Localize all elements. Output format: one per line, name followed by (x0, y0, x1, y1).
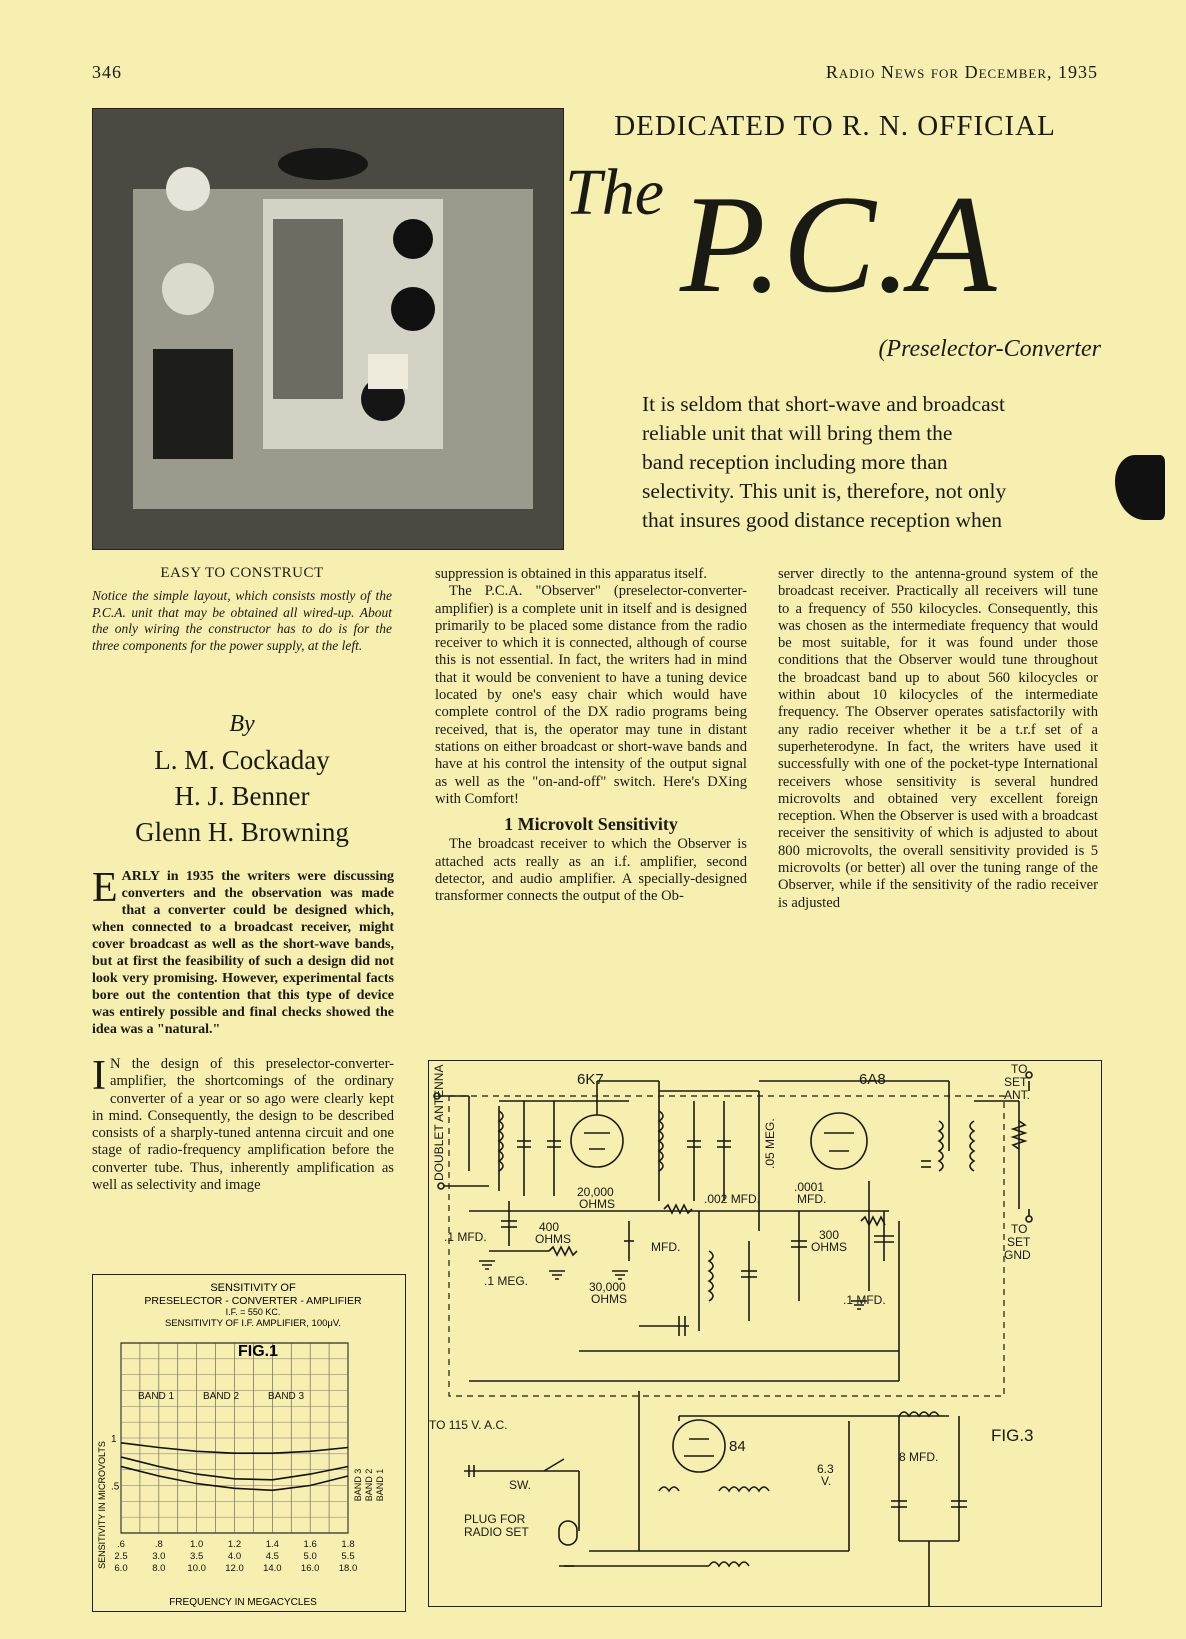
column2-p3: The broadcast receiver to which the Observer is attached acts really as an i.f. amplifier, second detector, and audio amplifier. A specially-designed transformer connects the output of the Ob- (435, 836, 747, 905)
column1-lead (92, 865, 394, 1038)
fig3-schematic (428, 1060, 1102, 1607)
fig3-to-set-gnd: SET (1007, 1235, 1031, 1249)
fig1-xtick-label: 1.4 (265, 1539, 279, 1550)
fig1-xtick-label: 1.6 (303, 1539, 317, 1550)
fig3-r20000: OHMS (579, 1197, 615, 1211)
unit-photo (92, 108, 564, 550)
fig1-xtick-label: 1.8 (341, 1539, 355, 1550)
byline (92, 706, 392, 850)
intro-line: reliable unit that will bring them the (642, 421, 953, 445)
fig3-c8mfd: 8 MFD. (899, 1450, 939, 1464)
fig1-title: I.F. = 550 KC. (225, 1307, 281, 1317)
fig3-r300: OHMS (811, 1240, 847, 1254)
fig1-title: SENSITIVITY OF (210, 1282, 296, 1294)
fig1-series-label: BAND 3 (268, 1391, 305, 1402)
fig3-plug: PLUG FOR (464, 1512, 526, 1526)
fig3-c002: .002 MFD. (704, 1192, 761, 1206)
fig3-115v: TO 115 V. A.C. (429, 1418, 508, 1432)
fig3-r300: 300 (819, 1228, 840, 1242)
column2-p2: The P.C.A. "Observer" (preselector-converter-amplifier) is a complete unit in itself and is designed primarily to be placed some distance from the radio receiver to which it is connected, although of course this is not essential. In fact, the writers had in mind that it would be convenient to have a tuning device located by one's easy chair which would have complete control of the DX radio programs being received, that is, the operator may tune in distant stations on either broadcast or short-wave bands and have at his control the intensity of the output signal as well as the "on-and-off" switch. Here's DXing with Comfort! (435, 583, 747, 807)
fig3-r05meg: .05 MEG. (763, 1118, 777, 1169)
fig3-c0001: MFD. (797, 1192, 827, 1206)
fig1-xticks (114, 1539, 357, 1574)
fig1-title: SENSITIVITY OF I.F. AMPLIFIER, 100μV. (164, 1318, 342, 1329)
fig1-xtick-label: .6 (117, 1539, 125, 1550)
column1-lead-text: ARLY in 1935 the writers were discussing converters and the observation was made that a converter could be designed which, when connected to a broadcast receiver, might cover broadcast as well as the short-wave bands, but at first the feasibility of such a design did not look very promising. However, experimental facts bore out the contention that this type of device was entirely possible and final checks showed the idea was a "natural." (92, 869, 394, 1037)
fig1-series-label: BAND 2 (203, 1391, 240, 1402)
photo-caption-heading: EASY TO CONSTRUCT (160, 565, 324, 581)
fig1-band-label: BAND 1 (375, 1468, 385, 1502)
fig3-plug: RADIO SET (464, 1525, 529, 1539)
fig3-tube-label: 84 (729, 1438, 746, 1455)
column3 (778, 566, 1098, 912)
fig3-c1mfd: .1 MFD. (843, 1293, 886, 1307)
fig1-xtick-label: 8.0 (152, 1563, 166, 1574)
fig1-xtick-label: 12.0 (225, 1563, 244, 1574)
fig3-v63: 6.3 (817, 1462, 834, 1476)
fig1-xtick-label: 4.5 (265, 1551, 279, 1562)
fig1-xtick-label: 18.0 (338, 1563, 358, 1574)
dropcap: E (92, 865, 118, 911)
fig1-band-label: BAND 3 (353, 1468, 363, 1502)
fig3-cmfd: MFD. (651, 1240, 681, 1254)
intro-line: selectivity. This unit is, therefore, not only (642, 479, 1007, 503)
fig1-label: FIG.1 (238, 1343, 279, 1360)
fig3-r30000: OHMS (591, 1292, 627, 1306)
author-name: L. M. Cockaday (154, 745, 330, 775)
intro-text (642, 390, 1097, 535)
fig1-xtick-label: 16.0 (300, 1563, 320, 1574)
fig1-chart (92, 1274, 406, 1612)
ink-blot (1115, 455, 1165, 520)
photo-caption-text: Notice the simple layout, which consists mostly of the P.C.A. unit that may be obtained all wired-up. About the only wiring the constructor has to do is for the three components for the power supply, at the left. (92, 588, 392, 653)
fig1-xtick-label: 2.5 (114, 1551, 128, 1562)
fig1-ytick-label: 1 (111, 1434, 117, 1445)
fig3-to-set-gnd: GND (1004, 1248, 1031, 1262)
fig1-title: PRESELECTOR - CONVERTER - AMPLIFIER (144, 1295, 362, 1307)
fig3-c0001: .0001 (794, 1180, 825, 1194)
fig3-to-set-ant: TO (1011, 1062, 1028, 1076)
fig1-side-labels (353, 1469, 385, 1502)
fig1-series-label: BAND 1 (138, 1391, 175, 1402)
column2-p1: suppression is obtained in this apparatus itself. (435, 566, 707, 582)
intro-line: that insures good distance reception when (642, 508, 1003, 532)
fig1-xtick-label: 3.0 (152, 1551, 166, 1562)
fig1-xtick-label: 10.0 (187, 1563, 206, 1574)
dropcap: I (92, 1053, 106, 1099)
subtitle: (Preselector-Converter (878, 336, 1101, 362)
fig3-r20000: 20,000 (577, 1185, 614, 1199)
author-name: H. J. Benner (174, 781, 310, 811)
fig1-ylabel: SENSITIVITY IN MICROVOLTS (97, 1441, 107, 1569)
fig1-xtick-label: .8 (154, 1539, 163, 1550)
fig3-v63: V. (821, 1474, 832, 1488)
page-number: 346 (92, 62, 122, 82)
fig3-c1mfd: .1 MFD. (444, 1230, 487, 1244)
fig3-r30000: 30,000 (589, 1280, 626, 1294)
title-main: P.C.A (680, 167, 997, 322)
fig3-doublet-label: DOUBLET ANTENNA (432, 1064, 446, 1181)
fig1-grid (121, 1343, 348, 1533)
fig3-tube-label: 6A8 (859, 1071, 886, 1088)
fig1-xtick-label: 1.0 (190, 1539, 204, 1550)
fig3-label: FIG.3 (991, 1426, 1034, 1445)
fig1-ytick-label: .5 (111, 1481, 120, 1493)
fig1-yticks (111, 1434, 120, 1493)
author-name: Glenn H. Browning (135, 817, 349, 847)
byline-by: By (229, 711, 255, 737)
fig1-band-label: BAND 2 (364, 1468, 374, 1502)
fig3-to-set-ant: SET (1004, 1075, 1028, 1089)
column3-p1: server directly to the antenna-ground system of the broadcast receiver. Practically all receivers will tune to a frequency of 550 kilocycles. Consequently, this was chosen as the intermediate frequency that would be most suitable, for it was found under those conditions that the Observer would tune throughout the broadcast band up to about 560 kilocycles or within about 10 kilocycles of the intermediate frequency. The Observer operates satisfactorily with any radio receiver whether it be a t.r.f set of a superheterodyne. In fact, the writers have used it successfully with one of the pocket-type International receivers whose sensitivity is several hundred microvolts and obtained very excellent foreign reception. When the Observer is used with a broadcast receiver the sensitivity of which is adjusted to about 800 microvolts, the overall sensitivity provided is 5 microvolts (or better) all over the tuning range of the Observer, while if the sensitivity of the radio receiver is adjusted (778, 566, 1098, 911)
fig1-xtick-label: 4.0 (227, 1551, 242, 1562)
fig1-xtick-label: 1.2 (227, 1539, 242, 1550)
section-subhead: 1 Microvolt Sensitivity (504, 814, 678, 835)
fig3-r400: OHMS (535, 1232, 571, 1246)
fig3-r400: 400 (539, 1220, 560, 1234)
column2 (435, 566, 747, 906)
column1-p2-text: N the design of this preselector-converter-amplifier, the shortcomings of the ordinary converter of a year or so ago were clearly kept in mind. Consequently, the design to be described consists of a sharply-tuned antenna circuit and one stage of radio-frequency amplification before the converter tube. Thus, inherently amplification as well as selectivity and image (92, 1056, 394, 1194)
fig3-switch: SW. (509, 1478, 532, 1492)
fig3-to-set-gnd: TO (1011, 1222, 1028, 1236)
intro-line: It is seldom that short-wave and broadcast (642, 392, 1006, 416)
running-head: Radio News for December, 1935 (825, 62, 1098, 82)
column1-paragraph (92, 1053, 394, 1194)
fig1-xtick-label: 6.0 (114, 1563, 128, 1574)
fig1-xtick-label: 14.0 (263, 1563, 282, 1574)
fig1-xtick-label: 5.5 (341, 1551, 355, 1562)
title-the: The (565, 156, 664, 229)
fig3-tube-label: 6K7 (577, 1071, 604, 1088)
fig1-xtick-label: 5.0 (303, 1551, 317, 1562)
intro-line: band reception including more than (642, 450, 948, 474)
fig1-xtick-label: 3.5 (190, 1551, 204, 1562)
fig3-to-set-ant: ANT. (1004, 1088, 1031, 1102)
fig1-xlabel: FREQUENCY IN MEGACYCLES (169, 1597, 317, 1608)
fig3-r1meg: .1 MEG. (484, 1274, 529, 1288)
kicker: DEDICATED TO R. N. OFFICIAL (614, 110, 1056, 142)
